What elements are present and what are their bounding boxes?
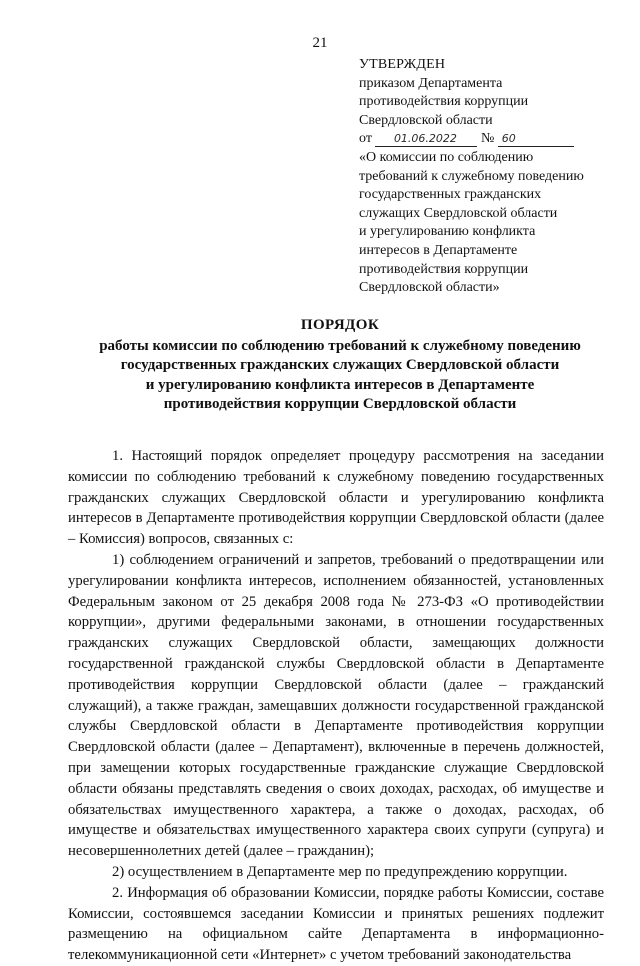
title-line: и урегулированию конфликта интересов в Департаменте <box>145 376 535 393</box>
subject-line: Свердловской области» <box>359 280 500 296</box>
title-line: работы комиссии по соблюдению требований к служебному поведению <box>99 337 581 354</box>
title-line: государственных гражданских служащих Свердловской области <box>120 357 560 373</box>
order-date-number <box>359 130 599 149</box>
paragraph: 2) осуществлением в Департаменте мер по предупреждению коррупции. <box>112 863 568 880</box>
document-title <box>60 316 620 415</box>
approval-heading: УТВЕРЖДЕН <box>359 57 446 72</box>
subject-line: «О комиссии по соблюдению <box>359 149 534 165</box>
paragraph: 2. Информация об образовании Комиссии, порядке работы Комиссии, составе Комиссии, состоявшемся заседании Комиссии и принятых решениях подлежит размещению на официальном сайте Департамента в информационно-телекоммуникационной сети «Интернет» с учетом требований законодательства <box>68 884 604 964</box>
handwritten-date: 01.06.2022 <box>375 131 477 147</box>
approval-line: приказом Департамента <box>359 75 503 91</box>
paragraph: 1) соблюдением ограничений и запретов, требований о предотвращении или урегулировании конфликта интересов, исполнением обязанностей, установленных Федеральным законом от 25 декабря 2008 года № 273-ФЗ «О противодействии коррупции», другими федеральными законами, в отношении государственных гражданских служащих Свердловской области, замещающих должности государственной гражданской службы Свердловской области в Департаменте противодействия коррупции Свердловской области (далее – гражданский служащий), а также граждан, замещавших должности государственной гражданской службы Свердловской области в Департаменте противодействия коррупции Свердловской области (далее – Департамент), включенные в перечень должностей, при замещении которых государственные гражданские служащие Свердловской области обязаны представлять сведения о своих доходах, расходах, об имуществе и обязательствах имущественного характера, а также о доходах, расходах, об имуществе и обязательствах имущественного характера своих супруги (супруга) и несовершеннолетних детей (далее – гражданин); <box>68 551 604 860</box>
subject-line: и урегулированию конфликта <box>359 224 536 240</box>
subject-line: интересов в Департаменте <box>359 242 518 258</box>
number-prefix: № <box>480 131 495 147</box>
subject-line: требований к служебному поведению <box>359 168 584 184</box>
page-number: 21 <box>312 35 328 51</box>
approval-block <box>359 56 599 298</box>
subject-line: служащих Свердловской области <box>359 205 558 221</box>
title-main: ПОРЯДОК <box>300 317 380 333</box>
handwritten-number: 60 <box>498 131 574 147</box>
approval-line: Свердловской области <box>359 112 493 128</box>
subject-line: государственных гражданских <box>359 187 542 203</box>
approval-line: противодействия коррупции <box>359 94 529 110</box>
subject-line: противодействия коррупции <box>359 261 529 277</box>
paragraph: 1. Настоящий порядок определяет процедуру рассмотрения на заседании комиссии по соблюдению требований к служебному поведению государственных гражданских служащих Свердловской области и урегулированию конфликта интересов в Департаменте противодействия коррупции Свердловской области (далее – Комиссия) вопросов, связанных с: <box>68 448 604 548</box>
date-prefix: от <box>359 131 372 147</box>
title-line: противодействия коррупции Свердловской области <box>163 396 517 412</box>
document-body <box>68 446 604 966</box>
